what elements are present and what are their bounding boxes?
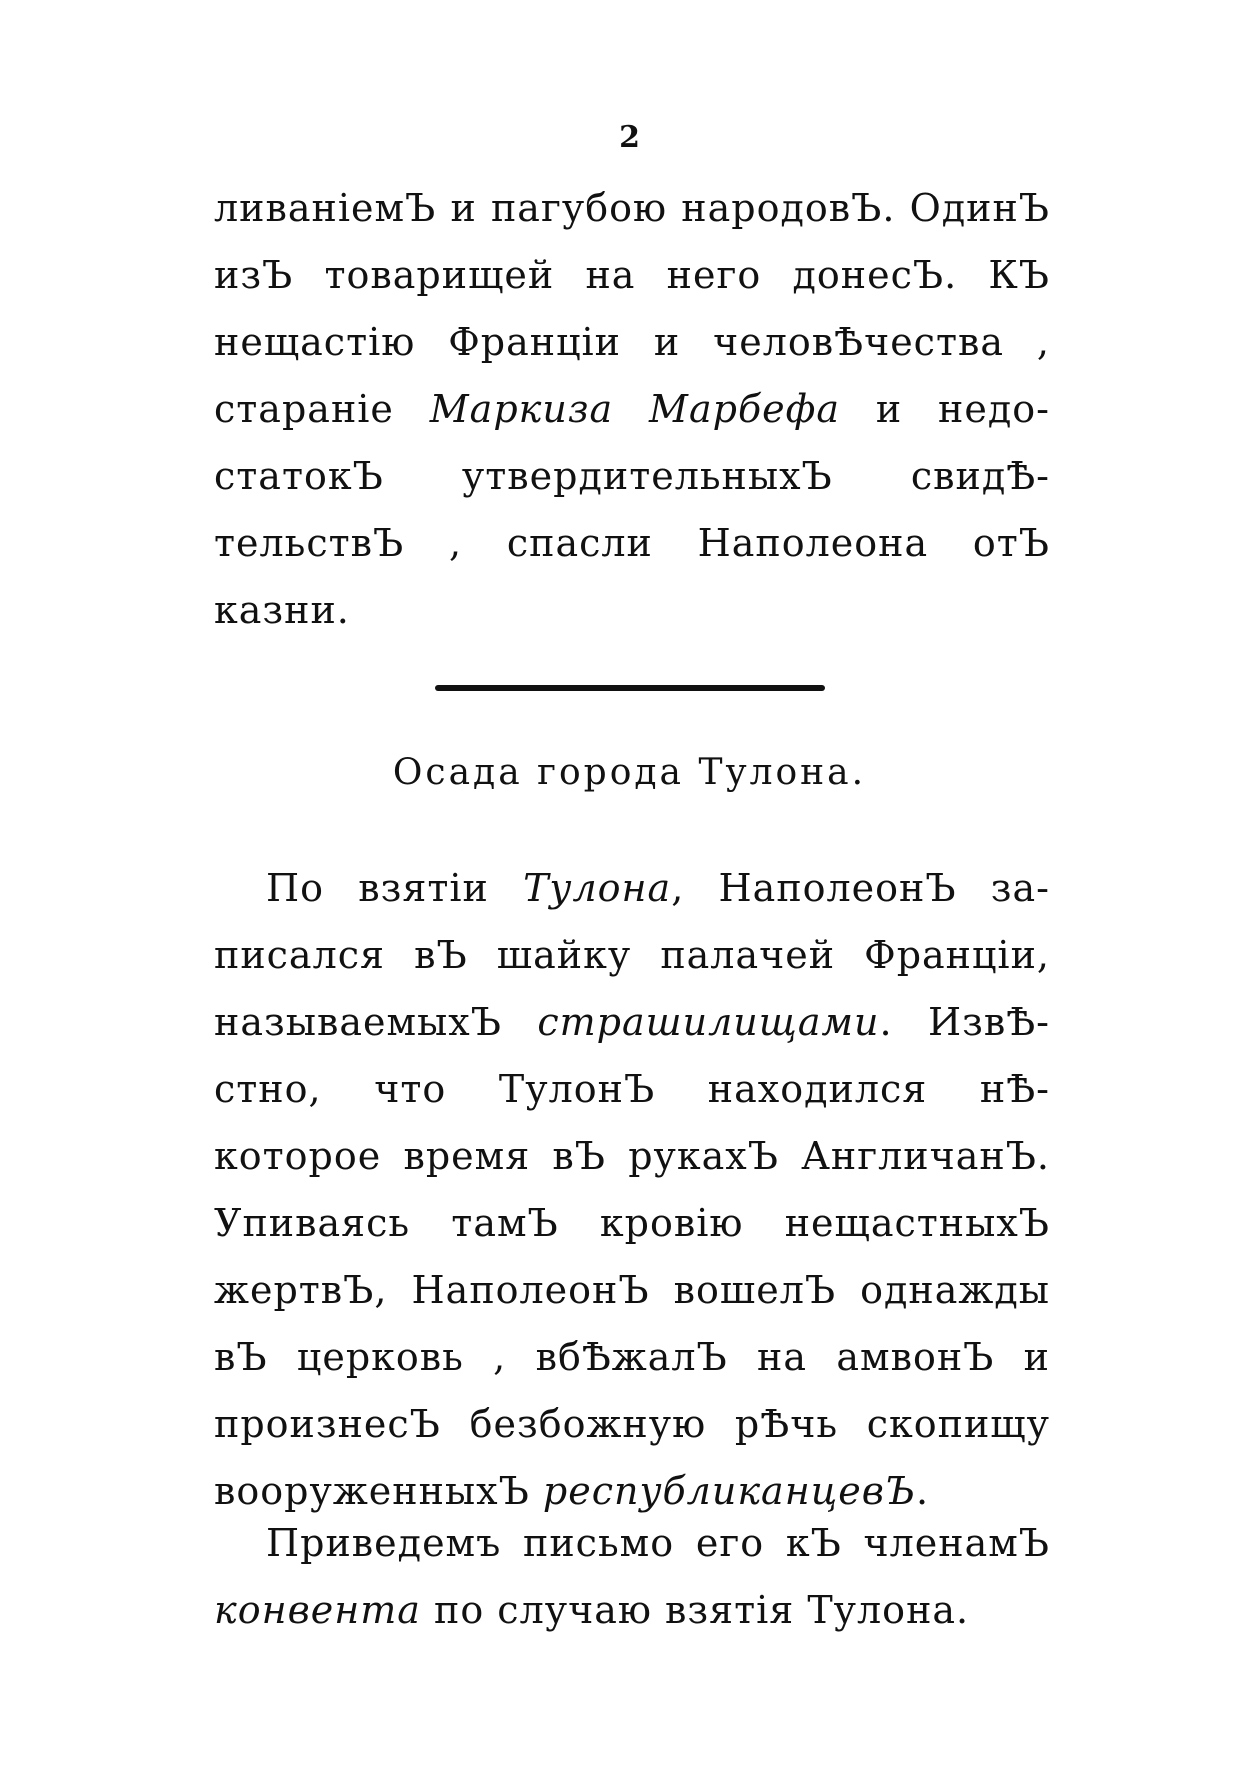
section-heading: Осада города Тулона. bbox=[392, 752, 867, 793]
text-line: изЪ товарищей на него донесЪ. КЪ bbox=[214, 253, 1050, 297]
text-line: писался вЪ шайку палачей Франціи, bbox=[214, 933, 1050, 977]
text-line: казни. bbox=[214, 588, 350, 632]
text-line: нещастію Франціи и человѢчества , bbox=[214, 320, 1050, 364]
text-line: конвента по случаю взятія Тулона. bbox=[214, 1588, 970, 1632]
text-line: называемыхЪ страшилищами. ИзвѢ- bbox=[214, 1000, 1050, 1044]
text-line: Приведемъ письмо его кЪ членамЪ bbox=[266, 1521, 1050, 1565]
text-line: жертвЪ, НаполеонЪ вошелЪ однажды bbox=[214, 1268, 1050, 1312]
paragraph-letter-intro bbox=[214, 1510, 1050, 1644]
text-line: вЪ церковь , вбѢжалЪ на амвонЪ и bbox=[214, 1335, 1050, 1379]
italic-text: республиканцевЪ bbox=[542, 1469, 917, 1513]
italic-text: страшилищами bbox=[537, 1000, 880, 1044]
text-line: которое время вЪ рукахЪ АнгличанЪ. bbox=[214, 1134, 1050, 1178]
text-line: стно, что ТулонЪ находился нѢ- bbox=[214, 1067, 1050, 1111]
italic-text: Тулона bbox=[523, 866, 672, 910]
paragraph-continuation bbox=[214, 175, 1050, 644]
text-line: ливаніемЪ и пагубою народовЪ. ОдинЪ bbox=[214, 186, 1050, 230]
text-line: статокЪ утвердительныхЪ свидѢ- bbox=[214, 454, 1050, 498]
italic-text: Маркиза Марбефа bbox=[429, 387, 841, 431]
section-divider bbox=[435, 685, 825, 691]
text-line: Упиваясь тамЪ кровію нещастныхЪ bbox=[214, 1201, 1050, 1245]
paragraph-siege bbox=[214, 855, 1050, 1525]
page-number: 2 bbox=[619, 120, 640, 155]
text-line: произнесЪ безбожную рѢчь скопищу bbox=[214, 1402, 1050, 1446]
italic-text: конвента bbox=[214, 1588, 421, 1632]
text-line: вооруженныхЪ республиканцевЪ. bbox=[214, 1469, 930, 1513]
text-line: стараніе Маркиза Марбефа и недо- bbox=[214, 387, 1050, 431]
text-line: тельствЪ , спасли Наполеона отЪ bbox=[214, 521, 1050, 565]
text-line: По взятіи Тулона, НаполеонЪ за- bbox=[266, 866, 1050, 910]
